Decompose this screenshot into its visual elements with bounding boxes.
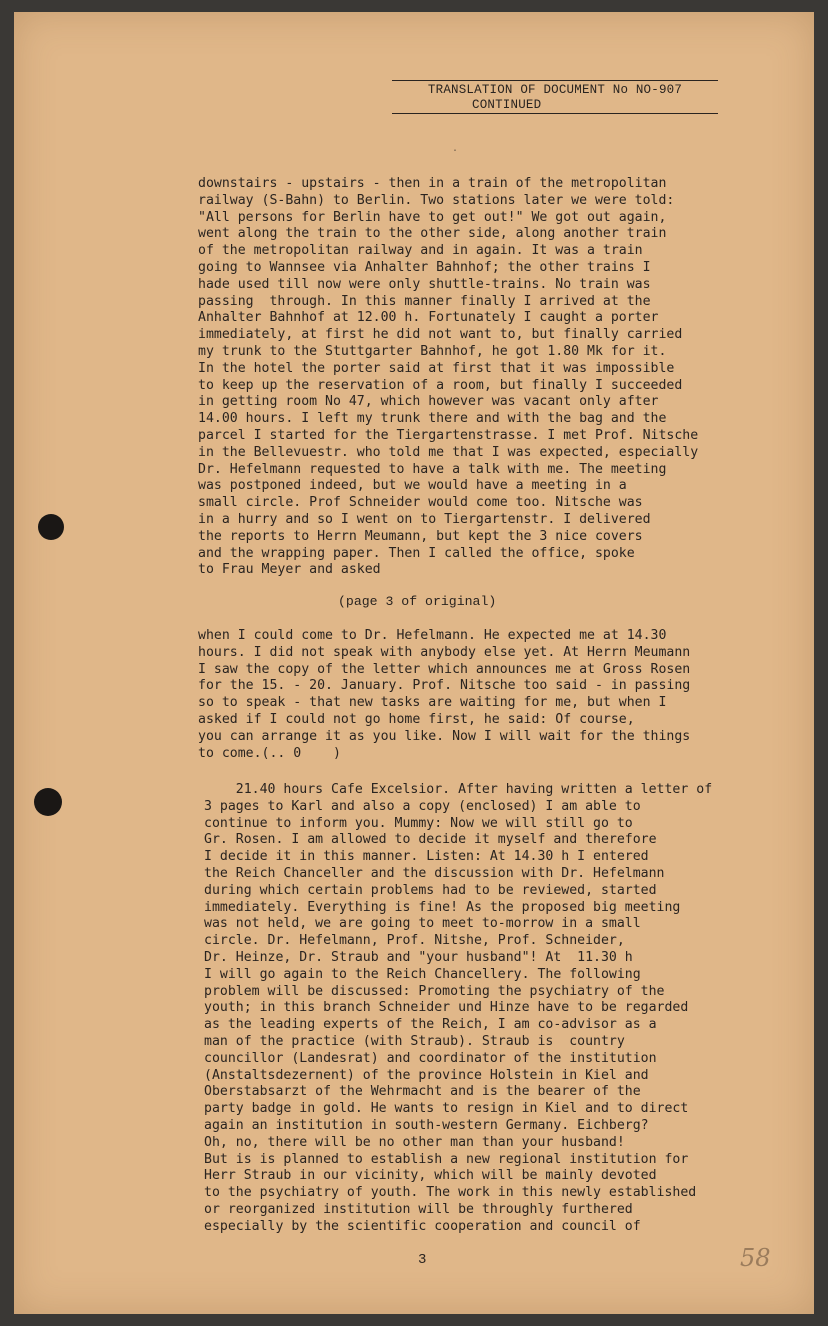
- paragraph-1: downstairs - upstairs - then in a train of the metropolitan railway (S-Bahn) to Berlin. Two stations later we were told: "All persons for Berlin have to get out!" We got out again, went along the train to the other side, along another train of the metropolitan railway and in again. It was a train going to Wannsee via Anhalter Bahnhof; the other trains I hade used till now were only shuttle-trains. No train was passing through. In this manner finally I arrived at the Anhalter Bahnhof at 12.00 h. Fortunately I caught a porter immediately, at first he did not want to, but finally carried my trunk to the Stuttgarter Bahnhof, he got 1.80 Mk for it. In the hotel the porter said at first that it was impossible to keep up the reservation of a room, but finally I succeeded in getting room No 47, which however was vacant only after 14.00 hours. I left my trunk there and with the bag and the parcel I started for the Tiergartenstrasse. I met Prof. Nitsche in the Bellevuestr. who told me that I was expected, especially Dr. Hefelmann requested to have a talk with me. The meeting was postponed indeed, but we would have a meeting in a small circle. Prof Schneider would come too. Nitsche was in a hurry and so I went on to Tiergartenstr. I delivered the reports to Herrn Meumann, but kept the 3 nice covers and the wrapping paper. Then I called the office, spoke to Frau Meyer and asked: [198, 176, 699, 578]
- page-number: 3: [418, 1252, 427, 1268]
- page-reference: (page 3 of original): [338, 594, 497, 609]
- document-header: [392, 80, 718, 114]
- handwritten-number: 58: [740, 1244, 771, 1272]
- header-bottom-rule: [392, 113, 718, 114]
- punch-hole-bottom: [34, 788, 62, 816]
- paragraph-2: when I could come to Dr. Hefelmann. He expected me at 14.30 hours. I did not speak with anybody else yet. At Herrn Meumann I saw the copy of the letter which announces me at Gross Rosen for the 15. - 20. January. Prof. Nitsche too said - in passing so to speak - that new tasks are waiting for me, but when I asked if I could not go home first, he said: Of course, you can arrange it as you like. Now I will wait for the things to come.(.. 0 ): [198, 628, 691, 761]
- header-title: TRANSLATION OF DOCUMENT No NO-907: [427, 83, 683, 97]
- header-subtitle: CONTINUED: [472, 98, 542, 112]
- stray-mark: ·: [452, 146, 459, 157]
- punch-hole-top: [38, 514, 64, 540]
- paragraph-3: 21.40 hours Cafe Excelsior. After having written a letter of 3 pages to Karl and also a copy (enclosed) I am able to continue to inform you. Mummy: Now we will still go to Gr. Rosen. I am allowed to decide it myself and therefore I decide it in this manner. Listen: At 14.30 h I entered the Reich Chanceller and the discussion with Dr. Hefelmann during which certain problems had to be reviewed, started immediately. Everything is fine! As the proposed big meeting was not held, we are going to meet to-morrow in a small circle. Dr. Hefelmann, Prof. Nitshe, Prof. Schneider, Dr. Heinze, Dr. Straub and "your husband"! At 11.30 h I will go again to the Reich Chancellery. The following problem will be discussed: Promoting the psychiatry of the youth; in this branch Schneider und Hinze have to be regarded as the leading experts of the Reich, I am co-advisor as a man of the practice (with Straub). Straub is country councillor (Landesrat) and coordinator of the institution (Anstaltsdezernent) of the province Holstein in Kiel and Oberstabsarzt of the Wehrmacht and is the bearer of the party badge in gold. He wants to resign in Kiel and to direct again an institution in south-western Germany. Eichberg? Oh, no, there will be no other man than your husband! But is is planned to establish a new regional institution for Herr Straub in our vicinity, which will be mainly devoted to the psychiatry of youth. The work in this newly established or reorganized institution will be throughly furthered especially by the scientific cooperation and council of: [204, 782, 713, 1234]
